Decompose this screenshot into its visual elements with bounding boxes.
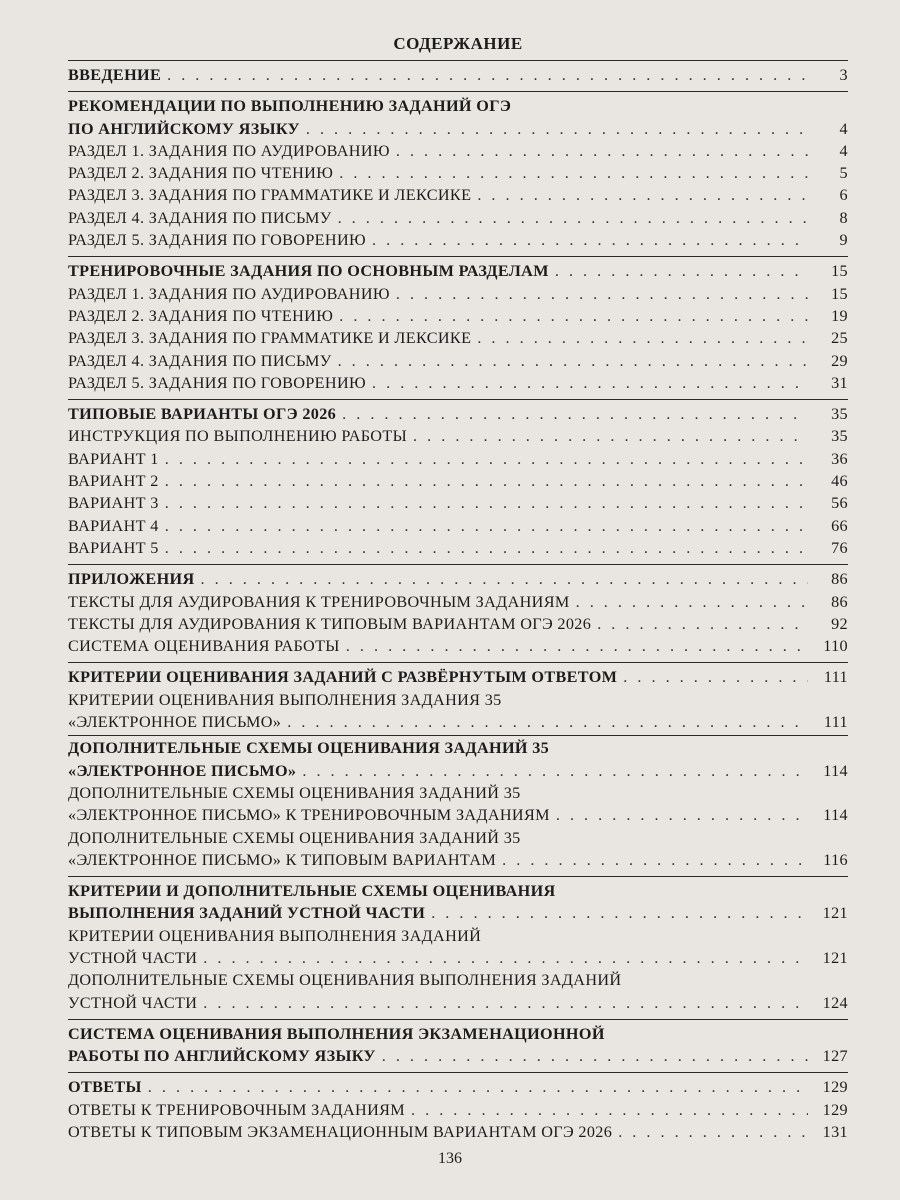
- toc-heading[interactable]: [68, 95, 848, 140]
- toc-entry-row: [68, 327, 848, 349]
- toc-entry-row: [68, 902, 848, 924]
- toc-entry-row: [68, 849, 848, 871]
- toc-entry-label: РАЗДЕЛ 2. ЗАДАНИЯ ПО ЧТЕНИЮ: [68, 164, 334, 183]
- toc-page-number: 31: [831, 373, 848, 392]
- toc-entry-row: [68, 283, 848, 305]
- toc-entry-label: ПРИЛОЖЕНИЯ: [68, 570, 195, 589]
- toc-entry-label: «ЭЛЕКТРОННОЕ ПИСЬМО»: [68, 713, 282, 732]
- toc-page-number: 121: [822, 904, 848, 923]
- toc-item[interactable]: [68, 492, 848, 514]
- toc-entry-label: РАЗДЕЛ 2. ЗАДАНИЯ ПО ЧТЕНИЮ: [68, 306, 334, 325]
- toc-item[interactable]: [68, 229, 848, 251]
- toc-heading[interactable]: [68, 260, 848, 282]
- toc-section: [68, 1072, 848, 1143]
- toc-page-number: 114: [823, 761, 848, 780]
- toc-entry-label: ОТВЕТЫ: [68, 1078, 142, 1097]
- toc-page-number: 25: [831, 329, 848, 348]
- toc-entry-first-line: КРИТЕРИИ И ДОПОЛНИТЕЛЬНЫЕ СХЕМЫ ОЦЕНИВАНИЯ: [68, 882, 556, 901]
- dot-leader: [306, 118, 808, 140]
- dot-leader: [287, 711, 808, 733]
- toc-heading[interactable]: [68, 666, 848, 688]
- toc-entry-row: [68, 992, 848, 1014]
- toc-entry-row: [68, 947, 848, 969]
- page-title: СОДЕРЖАНИЕ: [393, 34, 523, 53]
- dot-leader: [411, 1099, 808, 1121]
- toc-item[interactable]: [68, 327, 848, 349]
- toc-entry-label: ИНСТРУКЦИЯ ПО ВЫПОЛНЕНИЮ РАБОТЫ: [68, 427, 408, 446]
- toc-entry-row: [68, 1099, 848, 1121]
- dot-leader: [576, 591, 808, 613]
- dot-leader: [201, 568, 809, 590]
- toc-item[interactable]: [68, 162, 848, 184]
- dot-leader: [203, 992, 808, 1014]
- toc-entry-row: [68, 1045, 848, 1067]
- toc-section: [68, 564, 848, 657]
- toc-entry-label: ПО АНГЛИЙСКОМУ ЯЗЫКУ: [68, 119, 300, 138]
- toc-entry-first-line: СИСТЕМА ОЦЕНИВАНИЯ ВЫПОЛНЕНИЯ ЭКЗАМЕНАЦИОННОЙ: [68, 1024, 605, 1043]
- dot-leader: [372, 372, 808, 394]
- toc-page-number: 56: [831, 494, 848, 513]
- toc-entry-label: «ЭЛЕКТРОННОЕ ПИСЬМО» К ТИПОВЫМ ВАРИАНТАМ: [68, 850, 497, 869]
- dot-leader: [555, 260, 808, 282]
- toc-entry-label: ВВЕДЕНИЕ: [68, 66, 162, 84]
- toc-page-number: 129: [822, 1100, 848, 1119]
- toc-entry-row: [68, 591, 848, 613]
- toc-item[interactable]: [68, 283, 848, 305]
- toc-entry-label: ВАРИАНТ 3: [68, 494, 159, 513]
- toc-entry-label: КРИТЕРИИ ОЦЕНИВАНИЯ ЗАДАНИЙ С РАЗВЁРНУТЫМ ОТВЕТОМ: [68, 668, 618, 687]
- toc-page-number: 129: [822, 1078, 848, 1097]
- dot-leader: [339, 305, 808, 327]
- dot-leader: [302, 760, 808, 782]
- toc-entry-label: РАЗДЕЛ 4. ЗАДАНИЯ ПО ПИСЬМУ: [68, 351, 332, 370]
- dot-leader: [502, 849, 808, 871]
- toc-entry-label: РАЗДЕЛ 5. ЗАДАНИЯ ПО ГОВОРЕНИЮ: [68, 373, 366, 392]
- toc-entry-row: [68, 229, 848, 251]
- dot-leader: [477, 327, 808, 349]
- toc-page-number: 36: [831, 449, 848, 468]
- toc-item[interactable]: [68, 925, 848, 970]
- toc-entry-row: [68, 140, 848, 162]
- toc-entry-row: [68, 403, 848, 425]
- toc-page-number: 92: [831, 614, 848, 633]
- toc-entry-label: «ЭЛЕКТРОННОЕ ПИСЬМО»: [68, 761, 297, 780]
- toc-page-number: 3: [839, 66, 848, 84]
- toc-item[interactable]: [68, 635, 848, 657]
- toc-page-number: 8: [839, 208, 848, 227]
- toc-entry-label: РАЗДЕЛ 3. ЗАДАНИЯ ПО ГРАММАТИКЕ И ЛЕКСИКЕ: [68, 329, 472, 348]
- dot-leader: [477, 184, 808, 206]
- toc-entry-row: [68, 635, 848, 657]
- toc-page-number: 6: [839, 186, 848, 205]
- toc-entry-row: [68, 64, 848, 86]
- toc-section: [68, 91, 848, 251]
- toc-entry-row: [68, 1076, 848, 1098]
- toc-page-number: 114: [823, 806, 848, 825]
- toc-entry-row: [68, 260, 848, 282]
- toc-entry-label: СИСТЕМА ОЦЕНИВАНИЯ РАБОТЫ: [68, 637, 340, 656]
- toc-item[interactable]: [68, 827, 848, 872]
- toc-section: [68, 399, 848, 559]
- toc-entry-label: РАБОТЫ ПО АНГЛИЙСКОМУ ЯЗЫКУ: [68, 1047, 376, 1066]
- dot-leader: [148, 1076, 808, 1098]
- toc-page-number: 86: [831, 570, 848, 589]
- toc-entry-row: [68, 207, 848, 229]
- toc-page-number: 121: [822, 948, 848, 967]
- dot-leader: [165, 448, 808, 470]
- toc-entry-label: ТРЕНИРОВОЧНЫЕ ЗАДАНИЯ ПО ОСНОВНЫМ РАЗДЕЛАМ: [68, 262, 549, 281]
- dot-leader: [203, 947, 808, 969]
- toc-entry-first-line: ДОПОЛНИТЕЛЬНЫЕ СХЕМЫ ОЦЕНИВАНИЯ ЗАДАНИЙ 35: [68, 828, 521, 847]
- toc-page-number: 15: [831, 284, 848, 303]
- toc-entry-row: [68, 804, 848, 826]
- toc-entry-label: ТЕКСТЫ ДЛЯ АУДИРОВАНИЯ К ТРЕНИРОВОЧНЫМ ЗАДАНИЯМ: [68, 592, 570, 611]
- toc-entry-label: РАЗДЕЛ 5. ЗАДАНИЯ ПО ГОВОРЕНИЮ: [68, 231, 366, 250]
- dot-leader: [623, 666, 808, 688]
- dot-leader: [382, 1045, 808, 1067]
- toc-item[interactable]: [68, 537, 848, 559]
- toc-entry-first-line: РЕКОМЕНДАЦИИ ПО ВЫПОЛНЕНИЮ ЗАДАНИЙ ОГЭ: [68, 97, 512, 116]
- toc-page-number: 86: [831, 592, 848, 611]
- toc-page-number: 127: [822, 1047, 848, 1066]
- dot-leader: [165, 537, 808, 559]
- toc-entry-label: РАЗДЕЛ 1. ЗАДАНИЯ ПО АУДИРОВАНИЮ: [68, 284, 390, 303]
- toc-entry-row: [68, 492, 848, 514]
- toc-entry-label: ОТВЕТЫ К ТИПОВЫМ ЭКЗАМЕНАЦИОННЫМ ВАРИАНТАМ ОГЭ 2026: [68, 1123, 613, 1142]
- toc-page-number: 5: [839, 164, 848, 183]
- toc-item[interactable]: [68, 184, 848, 206]
- toc-entry-label: ВАРИАНТ 4: [68, 516, 159, 535]
- toc-item[interactable]: [68, 207, 848, 229]
- dot-leader: [431, 902, 808, 924]
- toc-item[interactable]: [68, 350, 848, 372]
- toc-entry-first-line: ДОПОЛНИТЕЛЬНЫЕ СХЕМЫ ОЦЕНИВАНИЯ ВЫПОЛНЕНИЯ ЗАДАНИЙ: [68, 971, 622, 990]
- toc-item[interactable]: [68, 969, 848, 1014]
- toc-entry-label: ВАРИАНТ 5: [68, 538, 159, 557]
- toc-page-number: 19: [831, 306, 848, 325]
- toc-entry-row: [68, 184, 848, 206]
- toc-heading[interactable]: [68, 403, 848, 425]
- toc-item[interactable]: [68, 448, 848, 470]
- dot-leader: [618, 1121, 808, 1143]
- dot-leader: [165, 492, 808, 514]
- toc-entry-label: РАЗДЕЛ 3. ЗАДАНИЯ ПО ГРАММАТИКЕ И ЛЕКСИКЕ: [68, 186, 472, 205]
- toc-page-number: 4: [839, 119, 848, 138]
- toc-item[interactable]: [68, 515, 848, 537]
- dot-leader: [338, 350, 808, 372]
- toc-item[interactable]: [68, 140, 848, 162]
- toc-item[interactable]: [68, 372, 848, 394]
- toc-item[interactable]: [68, 1099, 848, 1121]
- toc-page-number: 124: [822, 993, 848, 1012]
- toc-page-number: 110: [823, 637, 848, 656]
- toc-page-number: 131: [822, 1123, 848, 1142]
- toc-item[interactable]: [68, 305, 848, 327]
- toc-entry-row: [68, 666, 848, 688]
- toc-entry-label: ВАРИАНТ 1: [68, 449, 159, 468]
- toc-entry-first-line: КРИТЕРИИ ОЦЕНИВАНИЯ ВЫПОЛНЕНИЯ ЗАДАНИЯ 35: [68, 690, 502, 709]
- toc-page-number: 116: [823, 850, 848, 869]
- toc-page-number: 66: [831, 516, 848, 535]
- dot-leader: [339, 162, 808, 184]
- dot-leader: [396, 283, 808, 305]
- dot-leader: [346, 635, 808, 657]
- toc-heading[interactable]: [68, 64, 848, 86]
- toc-item[interactable]: [68, 470, 848, 492]
- page-number: 136: [438, 1150, 462, 1167]
- dot-leader: [372, 229, 808, 251]
- toc-page-number: 29: [831, 351, 848, 370]
- toc-entry-row: [68, 448, 848, 470]
- toc-item[interactable]: [68, 613, 848, 635]
- toc-entry-label: ТЕКСТЫ ДЛЯ АУДИРОВАНИЯ К ТИПОВЫМ ВАРИАНТАМ ОГЭ 2026: [68, 614, 592, 633]
- toc-heading[interactable]: [68, 735, 848, 782]
- dot-leader: [413, 425, 808, 447]
- toc-section: [68, 1019, 848, 1068]
- toc-item[interactable]: [68, 1121, 848, 1143]
- toc-entry-row: [68, 711, 848, 733]
- toc-entry-label: «ЭЛЕКТРОННОЕ ПИСЬМО» К ТРЕНИРОВОЧНЫМ ЗАДАНИЯМ: [68, 806, 550, 825]
- toc-item[interactable]: [68, 425, 848, 447]
- dot-leader: [338, 207, 808, 229]
- toc-page-number: 9: [839, 231, 848, 250]
- toc-heading[interactable]: [68, 568, 848, 590]
- toc-entry-label: УСТНОЙ ЧАСТИ: [68, 948, 198, 967]
- toc-heading[interactable]: [68, 1023, 848, 1068]
- toc-page-number: 35: [831, 405, 848, 424]
- toc-item[interactable]: [68, 591, 848, 613]
- toc-entry-label: УСТНОЙ ЧАСТИ: [68, 993, 198, 1012]
- dot-leader: [165, 515, 808, 537]
- toc-entry-row: [68, 305, 848, 327]
- toc-heading[interactable]: [68, 1076, 848, 1098]
- toc-item[interactable]: [68, 782, 848, 827]
- toc-entry-row: [68, 568, 848, 590]
- dot-leader: [165, 470, 808, 492]
- toc-entry-first-line: КРИТЕРИИ ОЦЕНИВАНИЯ ВЫПОЛНЕНИЯ ЗАДАНИЙ: [68, 926, 482, 945]
- toc-section: [68, 60, 848, 86]
- toc-entry-label: ОТВЕТЫ К ТРЕНИРОВОЧНЫМ ЗАДАНИЯМ: [68, 1100, 406, 1119]
- toc-entry-row: [68, 760, 848, 782]
- toc-page-number: 111: [823, 713, 848, 732]
- toc-entry-row: [68, 515, 848, 537]
- toc-entry-row: [68, 1121, 848, 1143]
- toc-page-number: 35: [831, 427, 848, 446]
- toc-page-number: 111: [823, 668, 848, 687]
- toc-item[interactable]: [68, 689, 848, 734]
- toc-entry-label: ТИПОВЫЕ ВАРИАНТЫ ОГЭ 2026: [68, 405, 337, 424]
- toc-page-number: 4: [839, 141, 848, 160]
- dot-leader: [556, 804, 808, 826]
- toc-entry-label: РАЗДЕЛ 4. ЗАДАНИЯ ПО ПИСЬМУ: [68, 208, 332, 227]
- table-of-contents: [68, 60, 848, 1143]
- toc-page-number: 46: [831, 472, 848, 491]
- toc-entry-label: ВАРИАНТ 2: [68, 472, 159, 491]
- toc-entry-first-line: ДОПОЛНИТЕЛЬНЫЕ СХЕМЫ ОЦЕНИВАНИЯ ЗАДАНИЙ 35: [68, 739, 550, 758]
- toc-entry-row: [68, 613, 848, 635]
- toc-heading[interactable]: [68, 880, 848, 925]
- toc-entry-label: ВЫПОЛНЕНИЯ ЗАДАНИЙ УСТНОЙ ЧАСТИ: [68, 904, 426, 923]
- toc-section: [68, 662, 848, 871]
- dot-leader: [396, 140, 808, 162]
- toc-page-number: 76: [831, 538, 848, 557]
- toc-page-number: 15: [831, 262, 848, 281]
- toc-entry-row: [68, 537, 848, 559]
- dot-leader: [342, 403, 808, 425]
- toc-entry-row: [68, 372, 848, 394]
- toc-entry-label: РАЗДЕЛ 1. ЗАДАНИЯ ПО АУДИРОВАНИЮ: [68, 141, 390, 160]
- toc-section: [68, 876, 848, 1014]
- toc-entry-row: [68, 350, 848, 372]
- toc-entry-row: [68, 425, 848, 447]
- toc-entry-row: [68, 118, 848, 140]
- toc-section: [68, 256, 848, 394]
- dot-leader: [167, 64, 808, 86]
- toc-entry-first-line: ДОПОЛНИТЕЛЬНЫЕ СХЕМЫ ОЦЕНИВАНИЯ ЗАДАНИЙ 35: [68, 783, 521, 802]
- toc-entry-row: [68, 162, 848, 184]
- toc-entry-row: [68, 470, 848, 492]
- dot-leader: [597, 613, 808, 635]
